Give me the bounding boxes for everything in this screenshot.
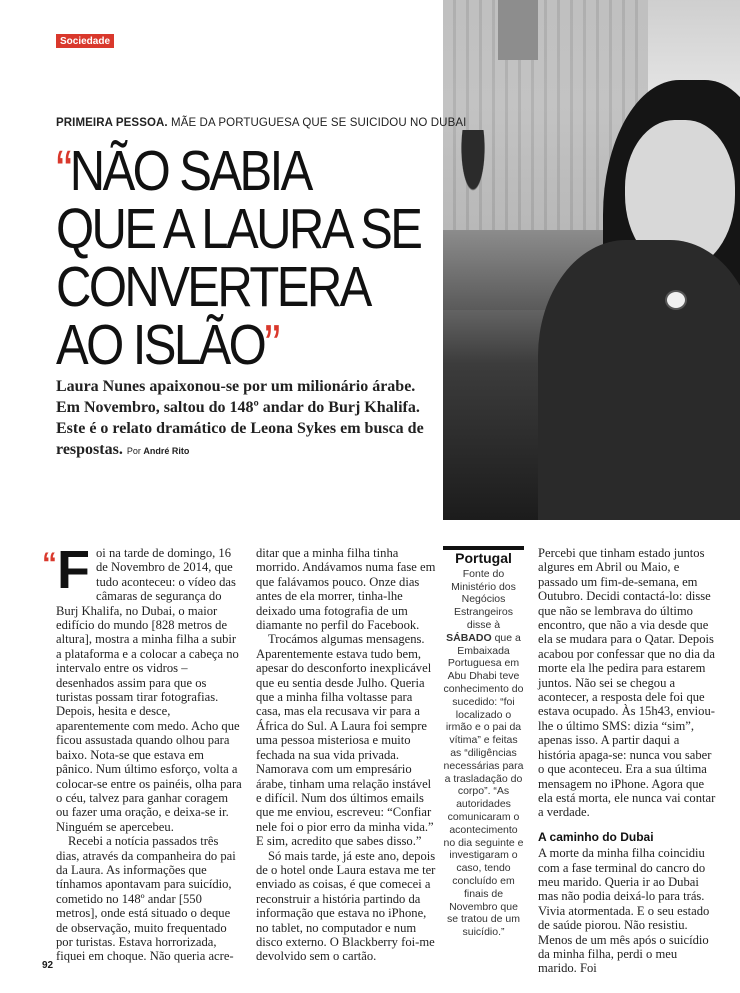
body-column-1 xyxy=(42,540,242,964)
headline xyxy=(56,139,421,377)
headline-line-4: AO ISLÃO xyxy=(56,313,265,377)
drop-cap-letter: F xyxy=(57,540,90,600)
section-tag: Sociedade xyxy=(56,34,114,48)
paragraph: Percebi que tinham estado juntos algures em Abril ou Maio, e passado um fim-de-semana, em Outubro. Decidi contactá-lo: disse que não se lembrava do último encontro, que não a via desde que ela se mudara para o Qatar. Depois acabou por confessar que no dia da morte ela lhe pedira para estarem juntos. Não sei se chegou a acontecer, a resposta dele foi que estava ocupado. Às 15h43, enviou-lhe o último SMS: dizia “sim”, apenas isso. A partir daqui a história apaga-se: nunca vou saber o que aconteceu. Era a sua última mensagem no iPhone. Agora que ela está morta, ele nunca vai contar a verdade. xyxy=(538,546,716,820)
sidebar-publication: SÁBADO xyxy=(446,631,492,644)
byline-author: André Rito xyxy=(143,446,190,456)
headline-line-3: CONVERTERA xyxy=(56,255,370,319)
byline xyxy=(127,446,190,456)
paragraph-text: oi na tarde de domingo, 16 de Novembro de 2014, que tudo aconteceu: o vídeo das câmaras de segurança do Burj Khalifa, no Dubai, o maior edifício do mundo [828 metros de altura], mostra a minha filha a subir a plataforma e a colocar a cabeça no intervalo entre os vidros – desenhados assim para que os turistas possam tirar fotografias. Depois, hesita e desce, aparentemente com medo. Acho que ficou assustada quando olhou para baixo. Nota-se que estava em pânico. Num último esforço, volta a colocar-se entre os painéis, olha para o céu, talvez para ganhar coragem ou fazer uma oração, e deixa-se ir. Ninguém se apercebeu. xyxy=(56,546,242,834)
drop-cap xyxy=(42,540,90,600)
byline-prefix: Por xyxy=(126,446,141,456)
lead-in-label: PRIMEIRA PESSOA. xyxy=(56,117,168,129)
paragraph: Só mais tarde, já este ano, depois de o hotel onde Laura estava me ter enviado as coisas, é que comecei a reconstruir a história partindo da informação que estava no iPhone, no tablet, no computador e num disco externo. O Blackberry foi-me devolvido sem o cartão. xyxy=(256,848,436,964)
paragraph xyxy=(42,540,242,834)
subheading: A caminho do Dubai xyxy=(538,829,654,844)
body-column-2 xyxy=(256,546,436,964)
paragraph: ditar que a minha filha tinha morrido. Andávamos numa fase em que falávamos pouco. Onze dias antes de ela morrer, tinha-lhe deixado uma fotografia de um diamante no perfil do Facebook. xyxy=(256,546,436,633)
sidebar-box xyxy=(443,546,524,939)
deck xyxy=(56,376,438,462)
paragraph: Trocámos algumas mensagens. Aparentemente estava tudo bem, apesar do desconforto inexplicável que eu sentia desde Julho. Queria que a minha filha voltasse para casa, mas ela recusava vir para a África do Sul. A Laura foi sempre uma pessoa misteriosa e muito fechada na sua vida privada. Namorava com um empresário árabe, tinham uma relação instável e difícil. Num dos últimos emails que me enviou, escreveu: “Confiar nele foi o pior erro da minha vida.” E sim, acredito que sabes disso.” xyxy=(256,632,434,849)
headline-open-quote: “ xyxy=(56,139,70,203)
pendant-shape xyxy=(665,290,687,310)
sidebar-title: Portugal xyxy=(455,550,512,566)
tower-shape xyxy=(498,0,538,60)
headline-line-2: QUE A LAURA SE xyxy=(56,197,421,261)
drop-cap-quote: “ xyxy=(42,547,57,580)
sidebar-text-before: Fonte do Ministério dos Negócios Estrangeiros disse à xyxy=(451,567,516,631)
palm-tree-shape xyxy=(453,130,493,220)
paragraph: Recebi a notícia passados três dias, através da companheira do pai da Laura. As informações que tínhamos apontavam para suicídio, cometido no 148º andar [550 metros], onde está situado o deque de observação, muito frequentado por turistas. Estava horrorizada, fiquei em choque. Não queria acre- xyxy=(56,834,236,964)
lead-in-text: MÃE DA PORTUGUESA QUE SE SUICIDOU NO DUBAI xyxy=(171,117,467,129)
headline-line-1: NÃO SABIA xyxy=(69,139,311,203)
sidebar-text-after: que a Embaixada Portuguesa em Abu Dhabi teve conhecimento do sucedido: “foi localizado o irmão e o pai da vítima” e feitas as “diligências necessárias para a trasladação do corpo”. “As autoridades comunicaram o acontecimento no dia seguinte e investigaram o caso, tendo concluído em finais de Novembro que se tratou de um suicídio.” xyxy=(443,631,524,939)
lead-in xyxy=(56,117,466,129)
body-shape xyxy=(538,240,740,520)
portrait-photo xyxy=(443,0,740,520)
headline-close-quote: ” xyxy=(264,313,278,377)
deck-text: Laura Nunes apaixonou-se por um milionário árabe. Em Novembro, saltou do 148º andar do Burj Khalifa. Este é o relato dramático de Leona Sykes em busca de respostas. xyxy=(56,378,424,458)
page-number: 92 xyxy=(42,960,54,971)
paragraph: A morte da minha filha coincidiu com a fase terminal do cancro do meu marido. Queria ir ao Dubai mas não podia deixá-lo para trás. Vivia atormentada. E o seu estado de saúde piorou. Não resistiu. Menos de um mês após o suicídio da minha filha, perdi o meu marido. Foi xyxy=(538,846,710,976)
body-column-4 xyxy=(538,546,716,976)
